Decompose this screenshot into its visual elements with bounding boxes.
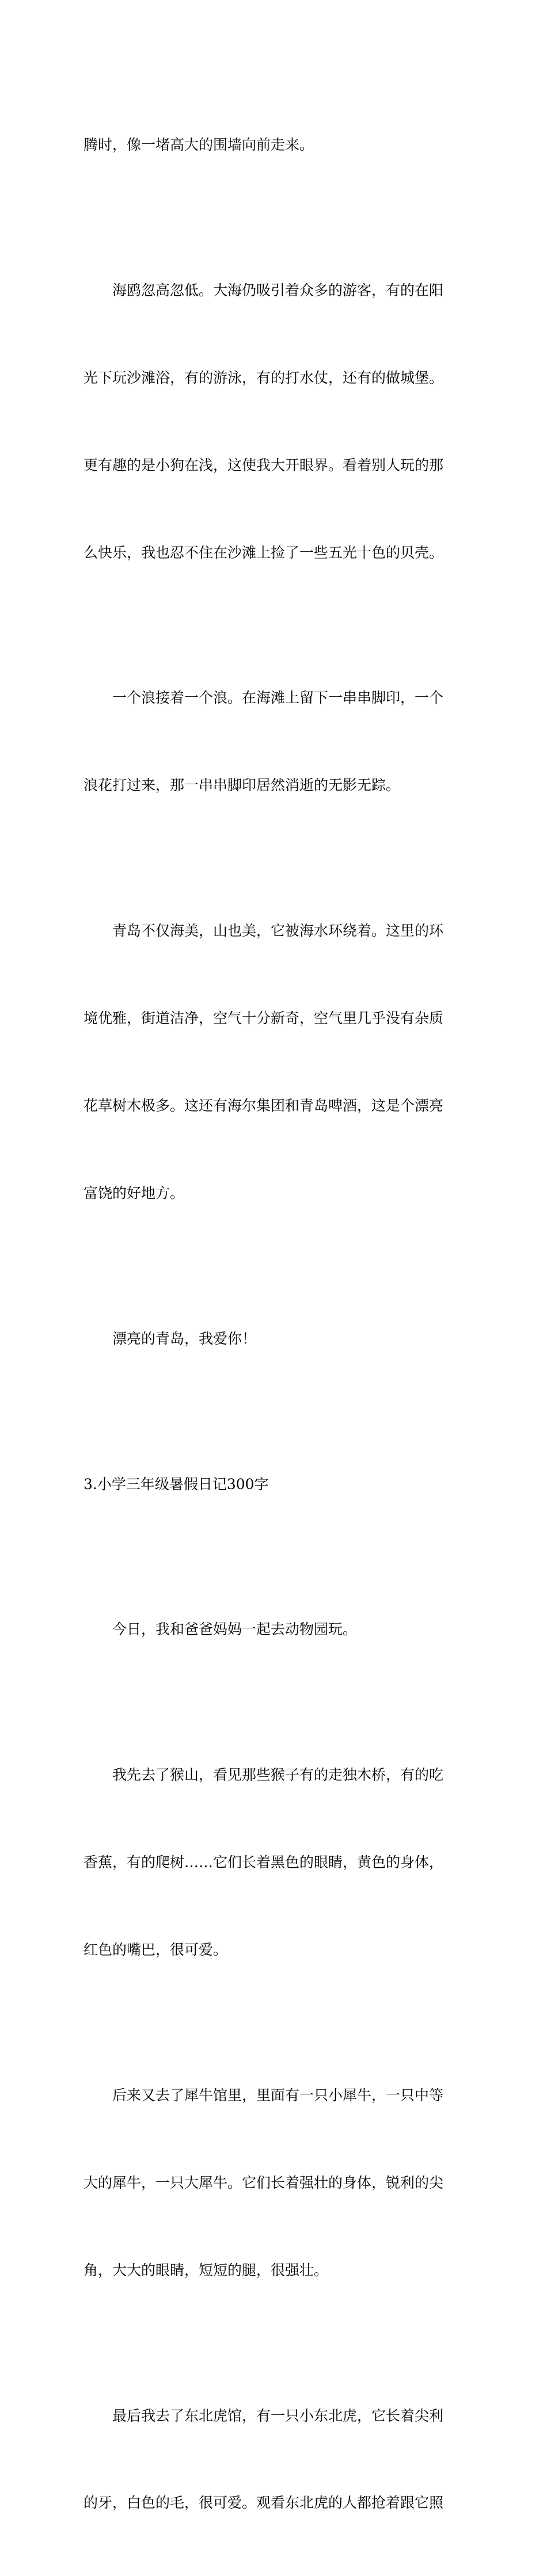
paragraph-zoo-intro (83, 1557, 466, 1703)
text-line: 腾时，像一堵高大的围墙向前走来。 (83, 136, 314, 154)
paragraph-tigers (83, 2343, 466, 2576)
text-line: 漂亮的青岛，我爱你！ (112, 1330, 257, 1347)
text-line: 红色的嘴巴，很可爱。 (83, 1941, 228, 1958)
text-line: 光下玩沙滩浴，有的游泳，有的打水仗，还有的做城堡。 (83, 369, 444, 386)
paragraph-continuation (83, 72, 466, 218)
text-line: 更有趣的是小狗在浅，这使我大开眼界。看着别人玩的那 (83, 456, 444, 474)
text-line: 境优雅，街道洁净，空气十分新奇，空气里几乎没有杂质 (83, 1010, 444, 1026)
text-line: 香蕉，有的爬树……它们长着黑色的眼睛，黄色的身体， (83, 1854, 444, 1871)
text-line: 后来又去了犀牛馆里，里面有一只小犀牛，一只中等 (112, 2086, 444, 2104)
paragraph-monkeys (83, 1703, 466, 2023)
text-line: 最后我去了东北虎馆，有一只小东北虎，它长着尖利 (112, 2407, 444, 2424)
text-line: 青岛不仅海美，山也美，它被海水环绕着。这里的环 (112, 922, 444, 940)
text-line: 的牙，白色的毛，很可爱。观看东北虎的人都抢着跟它照 (83, 2494, 444, 2512)
text-line: 今日，我和爸爸妈妈一起去动物园玩。 (112, 1621, 358, 1638)
paragraph-love-qingdao (83, 1266, 466, 1411)
text-line: 我先去了猴山，看见那些猴子有的走独木桥，有的吃 (112, 1766, 444, 1784)
paragraph-qingdao (83, 858, 466, 1266)
document-body (83, 72, 466, 2576)
text-line: 角，大大的眼睛，短短的腿，很强壮。 (83, 2261, 329, 2279)
paragraph-seagulls (83, 218, 466, 625)
text-line: 浪花打过来，那一串串脚印居然消逝的无影无踪。 (83, 777, 401, 794)
heading-text: 3.小学三年级暑假日记300字 (83, 1475, 269, 1493)
text-line: 富饶的好地方。 (83, 1184, 185, 1201)
text-line: 一个浪接着一个浪。在海滩上留下一串串脚印，一个 (112, 689, 444, 707)
text-line: 么快乐，我也忍不住在沙滩上捡了一些五光十色的贝壳。 (83, 544, 444, 561)
paragraph-rhinos (83, 2023, 466, 2344)
section-heading (83, 1411, 466, 1557)
paragraph-waves (83, 625, 466, 858)
text-line: 大的犀牛，一只大犀牛。它们长着强壮的身体，锐利的尖 (83, 2174, 444, 2191)
text-line: 花草树木极多。这还有海尔集团和青岛啤酒，这是个漂亮 (83, 1097, 444, 1114)
text-line: 海鸥忽高忽低。大海仍吸引着众多的游客，有的在阳 (112, 282, 444, 299)
